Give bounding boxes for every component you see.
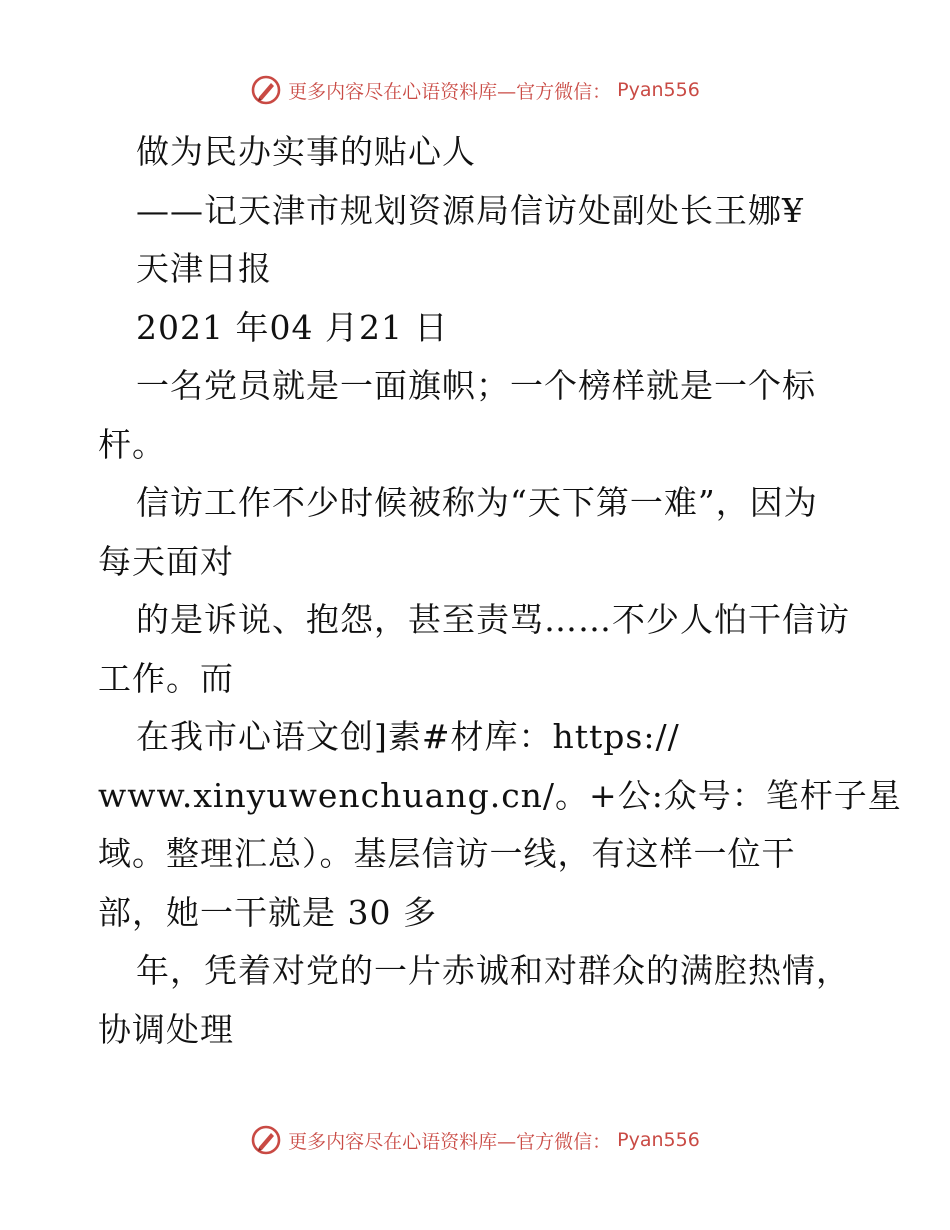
paragraph-line: 一名党员就是一面旗帜；一个榜样就是一个标 bbox=[136, 366, 816, 405]
paragraph-line: 工作。而 bbox=[98, 658, 234, 698]
footer-banner-text: 更多内容尽在心语资料库—官方微信： bbox=[288, 1130, 612, 1153]
header-banner-text: 更多内容尽在心语资料库—官方微信： bbox=[288, 80, 612, 103]
pen-logo-icon bbox=[250, 1124, 282, 1156]
paragraph-line: 的是诉说、抱怨，甚至责骂……不少人怕干信访 bbox=[136, 600, 850, 639]
paragraph-line: 每天面对 bbox=[98, 541, 234, 581]
paragraph-line: 杆。 bbox=[98, 424, 166, 464]
pen-logo-icon bbox=[250, 74, 282, 106]
header-banner bbox=[0, 70, 950, 110]
article-body bbox=[98, 123, 902, 1059]
paragraph-line: 信访工作不少时候被称为“天下第一难”，因为 bbox=[136, 483, 818, 522]
paragraph-line: 在我市心语文创]素#材库：https:// bbox=[136, 717, 680, 756]
article-subtitle: ——记天津市规划资源局信访处副处长王娜¥ bbox=[136, 190, 804, 230]
paragraph-line: 年，凭着对党的一片赤诚和对群众的满腔热情， bbox=[136, 951, 850, 990]
article-source: 天津日报 bbox=[136, 249, 272, 288]
footer-banner bbox=[0, 1120, 950, 1160]
header-banner-wechat-id: Pyan556 bbox=[617, 79, 700, 101]
paragraph-line: 域。整理汇总）。基层信访一线，有这样一位干 bbox=[98, 834, 796, 873]
article-date: 2021 年04 月21 日 bbox=[136, 307, 449, 347]
footer-banner-wechat-id: Pyan556 bbox=[617, 1129, 700, 1151]
paragraph-line: www.xinyuwenchuang.cn/。+公:众号：笔杆子星 bbox=[98, 775, 902, 815]
article-title: 做为民办实事的贴心人 bbox=[136, 132, 476, 171]
paragraph-line: 协调处理 bbox=[98, 1009, 234, 1049]
paragraph-line: 部，她一干就是 30 多 bbox=[98, 892, 437, 932]
